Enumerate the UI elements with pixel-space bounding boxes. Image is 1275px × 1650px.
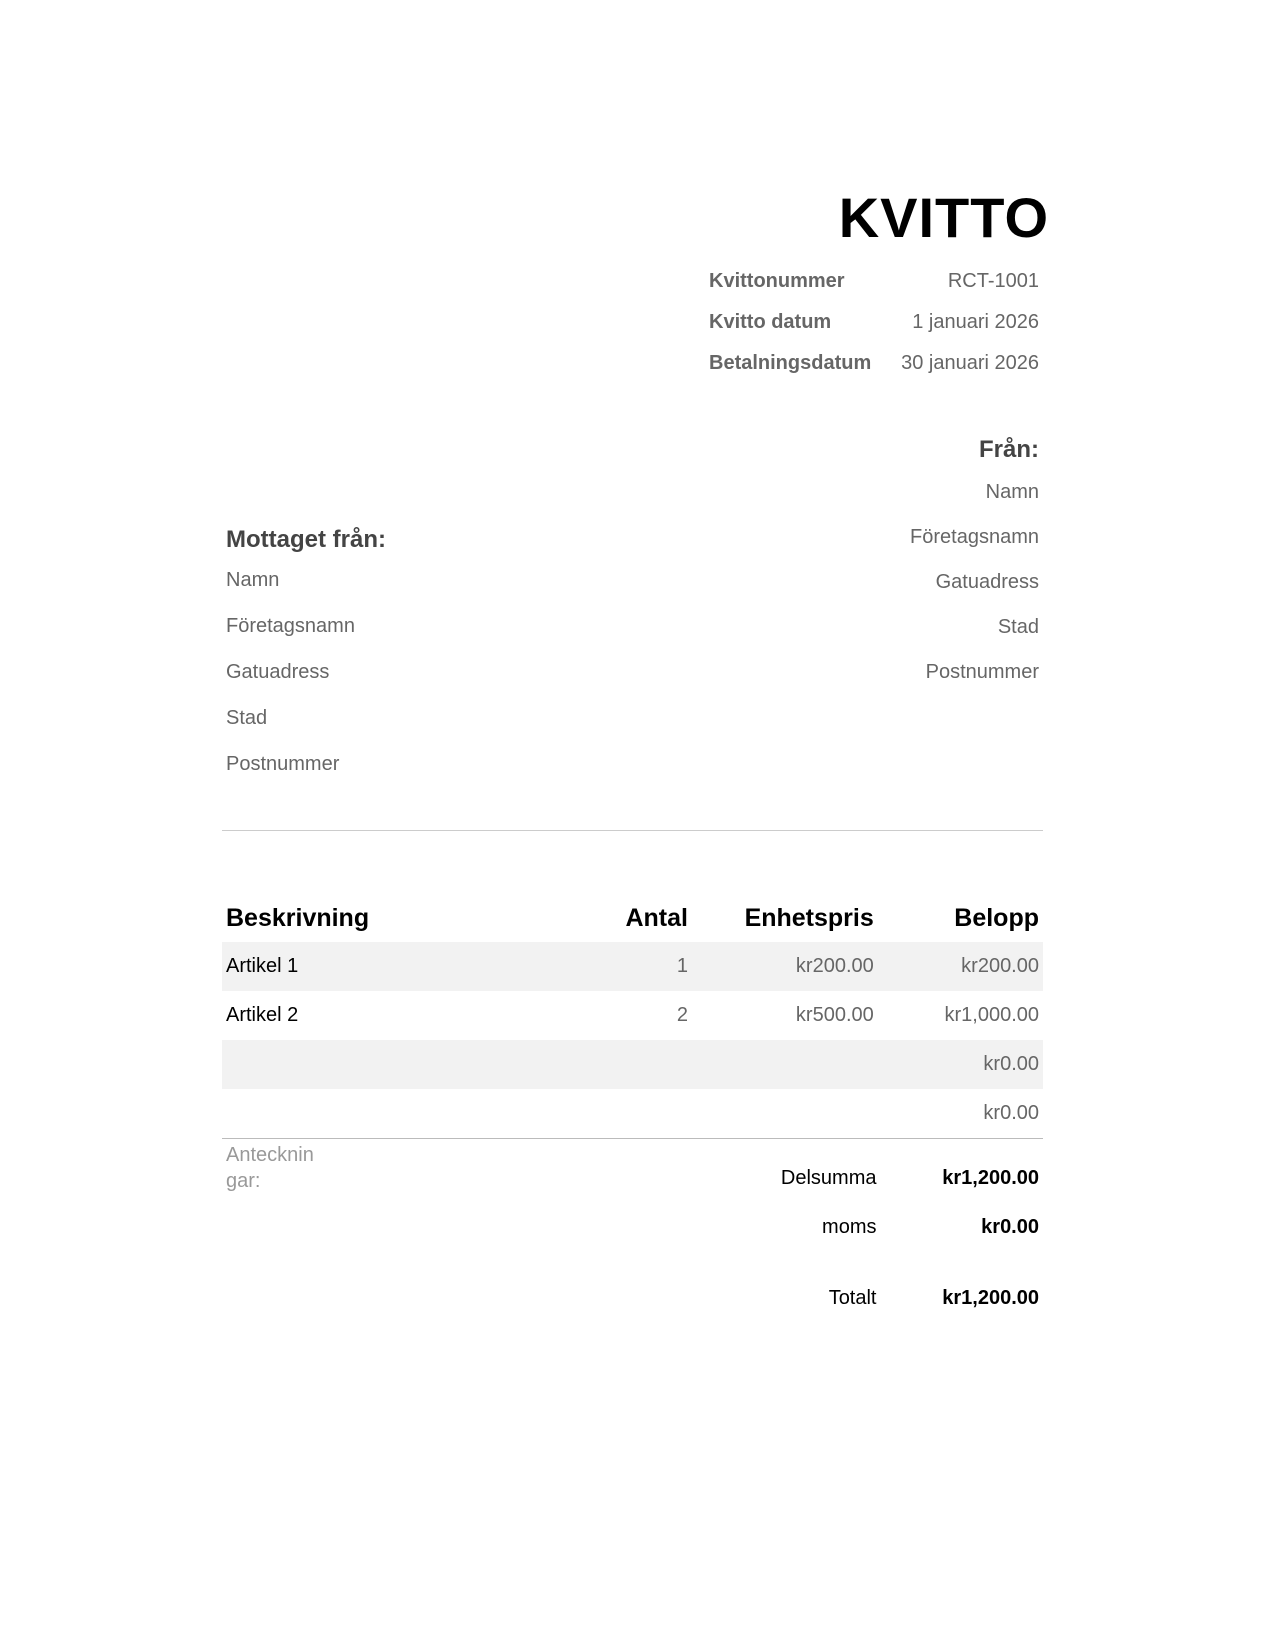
meta-row-receipt-number <box>709 261 1039 302</box>
column-header-description: Beskrivning <box>226 903 370 932</box>
notes-label: Anteckningar: <box>226 1144 314 1192</box>
tax-value: kr0.00 <box>981 1216 1039 1238</box>
recipient-address-block <box>226 523 626 776</box>
table-row <box>222 991 1043 1040</box>
spacer-cell <box>881 1252 1044 1274</box>
item-quantity: 1 <box>581 942 692 991</box>
receipt-number-label: Kvittonummer <box>709 270 845 292</box>
sender-street: Gatuadress <box>935 571 1039 593</box>
item-unit-price <box>692 1089 878 1139</box>
sender-address-block <box>639 433 1039 684</box>
tax-row <box>709 1203 1043 1252</box>
item-unit-price: kr500.00 <box>795 1004 874 1026</box>
total-label: Totalt <box>828 1287 877 1309</box>
item-quantity <box>581 1089 692 1139</box>
meta-row-receipt-date <box>709 302 1039 343</box>
line-items-table <box>222 894 1043 1139</box>
subtotal-value: kr1,200.00 <box>942 1167 1039 1189</box>
sender-heading: Från: <box>979 436 1039 463</box>
receipt-title: KVITTO <box>838 186 1049 249</box>
line-items-header-row <box>222 894 1043 942</box>
sender-postcode: Postnummer <box>925 661 1039 683</box>
meta-row-payment-date <box>709 343 1039 384</box>
sender-city: Stad <box>997 616 1039 638</box>
column-header-quantity: Antal <box>625 903 688 932</box>
item-quantity <box>581 1040 692 1089</box>
item-description <box>222 1089 581 1139</box>
receipt-number-value: RCT-1001 <box>947 270 1039 292</box>
item-quantity: 2 <box>676 1004 688 1026</box>
payment-date-value: 30 januari 2026 <box>901 352 1039 374</box>
item-amount: kr1,000.00 <box>944 1004 1039 1026</box>
table-row <box>222 942 1043 991</box>
total-row <box>709 1274 1043 1323</box>
receipt-date-label: Kvitto datum <box>709 311 832 333</box>
recipient-city: Stad <box>226 707 268 729</box>
recipient-street: Gatuadress <box>226 661 330 683</box>
item-amount: kr0.00 <box>878 1040 1043 1089</box>
column-header-unit-price: Enhetspris <box>744 903 874 932</box>
totals-spacer <box>709 1252 1043 1274</box>
total-value: kr1,200.00 <box>942 1287 1039 1309</box>
recipient-postcode: Postnummer <box>226 753 340 775</box>
item-unit-price <box>692 1040 878 1089</box>
payment-date-label: Betalningsdatum <box>709 352 872 374</box>
table-row <box>222 1089 1043 1139</box>
recipient-name: Namn <box>226 569 280 591</box>
section-divider <box>222 830 1043 831</box>
recipient-company: Företagsnamn <box>226 615 355 637</box>
sender-name: Namn <box>985 481 1039 503</box>
item-description: Artikel 2 <box>226 1004 299 1026</box>
sender-company: Företagsnamn <box>910 526 1039 548</box>
spacer-cell <box>709 1252 881 1274</box>
item-unit-price: kr200.00 <box>692 942 878 991</box>
column-header-amount: Belopp <box>954 903 1039 932</box>
item-amount: kr0.00 <box>878 1089 1043 1139</box>
receipt-date-value: 1 januari 2026 <box>912 311 1039 333</box>
tax-label: moms <box>822 1216 877 1238</box>
subtotal-row <box>709 1154 1043 1203</box>
recipient-heading: Mottaget från: <box>226 526 386 553</box>
item-description: Artikel 1 <box>222 942 581 991</box>
subtotal-label: Delsumma <box>780 1167 877 1189</box>
table-row <box>222 1040 1043 1089</box>
item-description <box>222 1040 581 1089</box>
receipt-meta-table <box>709 261 1039 384</box>
totals-table <box>709 1154 1043 1323</box>
item-amount: kr200.00 <box>878 942 1043 991</box>
